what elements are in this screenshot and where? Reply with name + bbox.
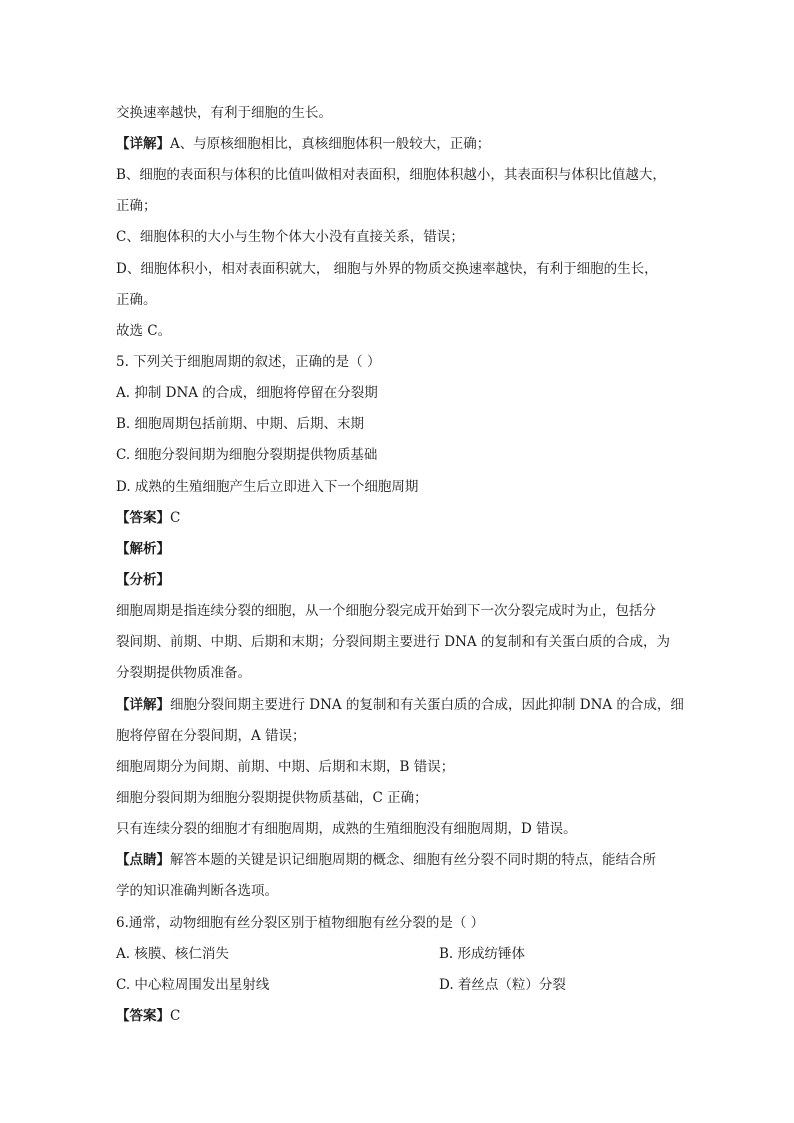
answer-label: 【答案】 xyxy=(116,1008,170,1024)
question-5-stem: 5. 下列关于细胞周期的叙述，正确的是（ ） xyxy=(116,354,381,370)
text-line: D、细胞体积小，相对表面积就大， 细胞与外界的物质交换速率越快，有利于细胞的生长， xyxy=(116,261,658,277)
detail-line: 细胞分裂间期为细胞分裂期提供物质基础，C 正确； xyxy=(116,790,428,806)
text-line: 正确； xyxy=(116,198,157,214)
question-6-option-d: D. 着丝点（粒）分裂 xyxy=(439,977,566,993)
question-5-option-a: A. 抑制 DNA 的合成，细胞将停留在分裂期 xyxy=(116,385,378,401)
fenxi-label: 【分析】 xyxy=(116,572,170,588)
detail-line: 细胞周期分为间期、前期、中期、后期和末期，B 错误； xyxy=(116,759,455,775)
analysis-line: 裂间期、前期、中期、后期和末期；分裂间期主要进行 DNA 的复制和有关蛋白质的合成，为 xyxy=(116,634,670,650)
answer-label: 【答案】 xyxy=(116,510,170,526)
question-6-option-c: C. 中心粒周围发出星射线 xyxy=(116,977,270,993)
answer-value: C xyxy=(170,1008,181,1024)
analysis-label: 【解析】 xyxy=(116,541,170,557)
text-line: 正确。 xyxy=(116,292,157,308)
answer-line xyxy=(116,509,180,527)
dianjing-line: 学的知识准确判断各选项。 xyxy=(116,883,278,899)
question-6-stem: 6.通常，动物细胞有丝分裂区别于植物细胞有丝分裂的是（ ） xyxy=(116,915,485,931)
question-5-option-d: D. 成熟的生殖细胞产生后立即进入下一个细胞周期 xyxy=(116,479,419,495)
question-5-option-c: C. 细胞分裂间期为细胞分裂期提供物质基础 xyxy=(116,447,378,463)
detail-label: 【详解】 xyxy=(116,136,170,152)
question-5-option-b: B. 细胞周期包括前期、中期、后期、末期 xyxy=(116,416,365,432)
detail-line: 【详解】细胞分裂间期主要进行 DNA 的复制和有关蛋白质的合成，因此抑制 DNA 的合成，细 xyxy=(116,697,684,713)
answer-value: C xyxy=(170,510,181,526)
dianjing-line: 【点睛】解答本题的关键是识记细胞周期的概念、细胞有丝分裂不同时期的特点，能结合所 xyxy=(116,852,656,868)
analysis-line: 细胞周期是指连续分裂的细胞，从一个细胞分裂完成开始到下一次分裂完成时为止，包括分 xyxy=(116,603,656,619)
question-6-option-b: B. 形成纺锤体 xyxy=(439,946,526,962)
analysis-line: 分裂期提供物质准备。 xyxy=(116,665,251,681)
detail-label: 【详解】 xyxy=(116,697,170,713)
dianjing-label: 【点睛】 xyxy=(116,852,170,868)
text-line: C、细胞体积的大小与生物个体大小没有直接关系，错误； xyxy=(116,229,464,245)
text-line: 【详解】A、与原核细胞相比，真核细胞体积一般较大，正确； xyxy=(116,136,491,152)
text-line: 故选 C。 xyxy=(116,323,172,339)
text-line: 交换速率越快，有利于细胞的生长。 xyxy=(116,105,332,121)
detail-line: 胞将停留在分裂间期，A 错误； xyxy=(116,728,306,744)
question-6-option-a: A. 核膜、核仁消失 xyxy=(116,946,229,962)
text-line: B、细胞的表面积与体积的比值叫做相对表面积，细胞体积越小，其表面积与体积比值越大， xyxy=(116,167,666,183)
answer-line xyxy=(116,1007,180,1025)
detail-line: 只有连续分裂的细胞才有细胞周期，成熟的生殖细胞没有细胞周期，D 错误。 xyxy=(116,821,577,837)
